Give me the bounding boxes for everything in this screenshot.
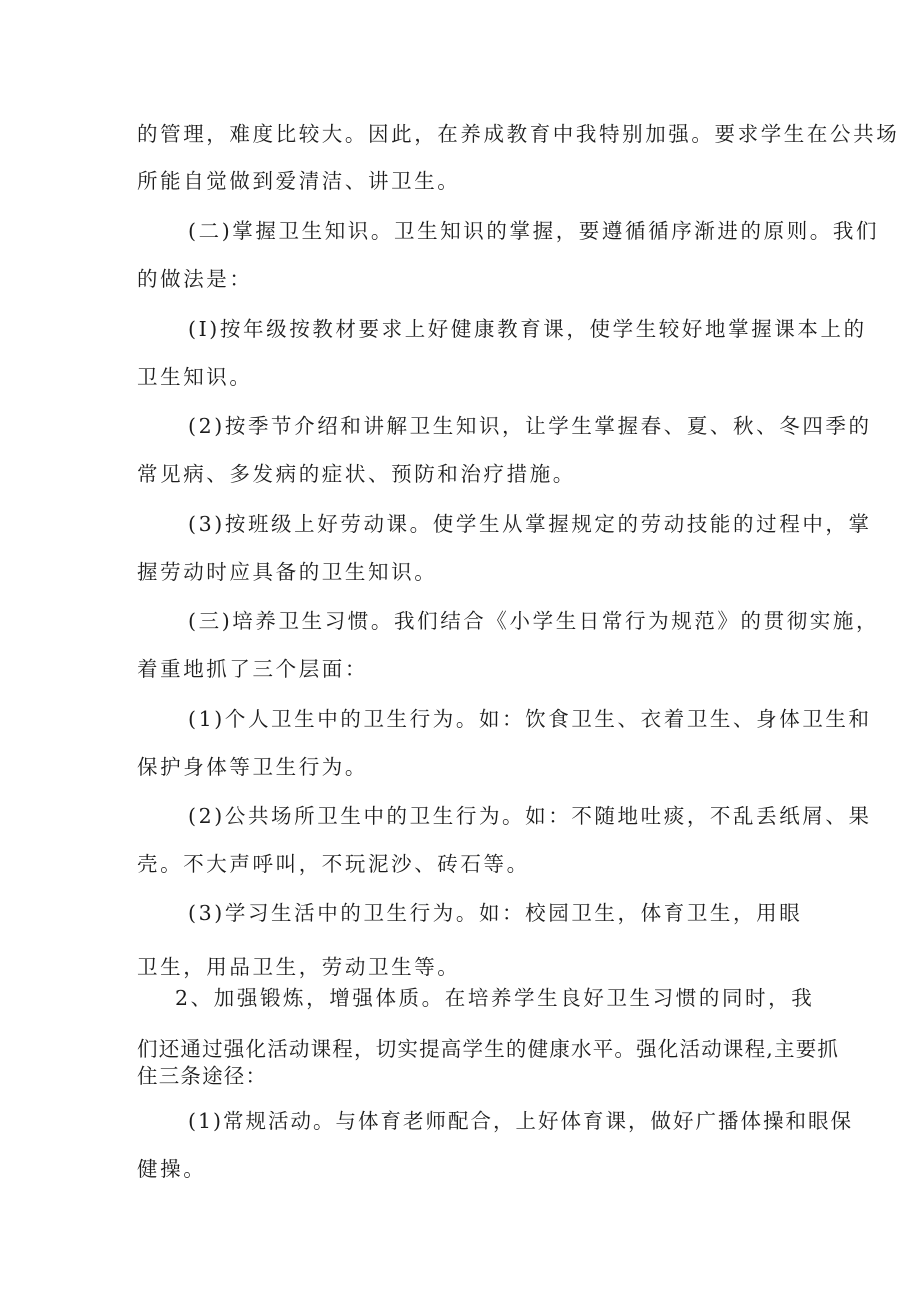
text-line: 所能自觉做到爱清洁、讲卫生。 bbox=[137, 169, 461, 193]
text-line: 的管理，难度比较大。因此，在养成教育中我特别加强。要求学生在公共场 bbox=[137, 122, 900, 146]
text-line: 壳。不大声呼叫，不玩泥沙、砖石等。 bbox=[137, 852, 530, 876]
paragraph-heading: (二)掌握卫生知识。卫生知识的掌握，要遵循循序渐进的原则。我们 bbox=[188, 219, 880, 243]
text-line: 着重地抓了三个层面： bbox=[137, 657, 368, 681]
list-item: (3)按班级上好劳动课。使学生从掌握规定的劳动技能的过程中，掌 bbox=[188, 512, 872, 536]
text-line: 常见病、多发病的症状、预防和治疗措施。 bbox=[137, 462, 576, 486]
text-line: 保护身体等卫生行为。 bbox=[137, 755, 368, 779]
text-line: 卫生，用品卫生，劳动卫生等。 bbox=[137, 955, 461, 979]
text-line: 握劳动时应具备的卫生知识。 bbox=[137, 560, 438, 584]
list-item: (1)常规活动。与体育老师配合，上好体育课，做好广播体操和眼保 bbox=[188, 1109, 854, 1133]
list-item: (I)按年级按教材要求上好健康教育课，使学生较好地掌握课本上的 bbox=[188, 317, 867, 341]
paragraph-heading: 2、加强锻炼，增强体质。在培养学生良好卫生习惯的同时，我 bbox=[175, 986, 815, 1010]
text-line: 卫生知识。 bbox=[137, 365, 253, 389]
text-line: 健操。 bbox=[137, 1157, 207, 1181]
text-line: 的做法是： bbox=[137, 267, 253, 291]
list-item: (3)学习生活中的卫生行为。如：校园卫生，体育卫生，用眼 bbox=[188, 901, 803, 925]
list-item: (2)按季节介绍和讲解卫生知识，让学生掌握春、夏、秋、冬四季的 bbox=[188, 414, 872, 438]
paragraph-heading: (三)培养卫生习惯。我们结合《小学生日常行为规范》的贯彻实施， bbox=[188, 609, 880, 633]
list-item: (2)公共场所卫生中的卫生行为。如：不随地吐痰，不乱丢纸屑、果 bbox=[188, 804, 872, 828]
text-line: 住三条途径： bbox=[137, 1064, 268, 1088]
list-item: (1)个人卫生中的卫生行为。如：饮食卫生、衣着卫生、身体卫生和 bbox=[188, 707, 872, 731]
text-line: 们还通过强化活动课程，切实提高学生的健康水平。强化活动课程,主要抓 bbox=[137, 1037, 840, 1061]
